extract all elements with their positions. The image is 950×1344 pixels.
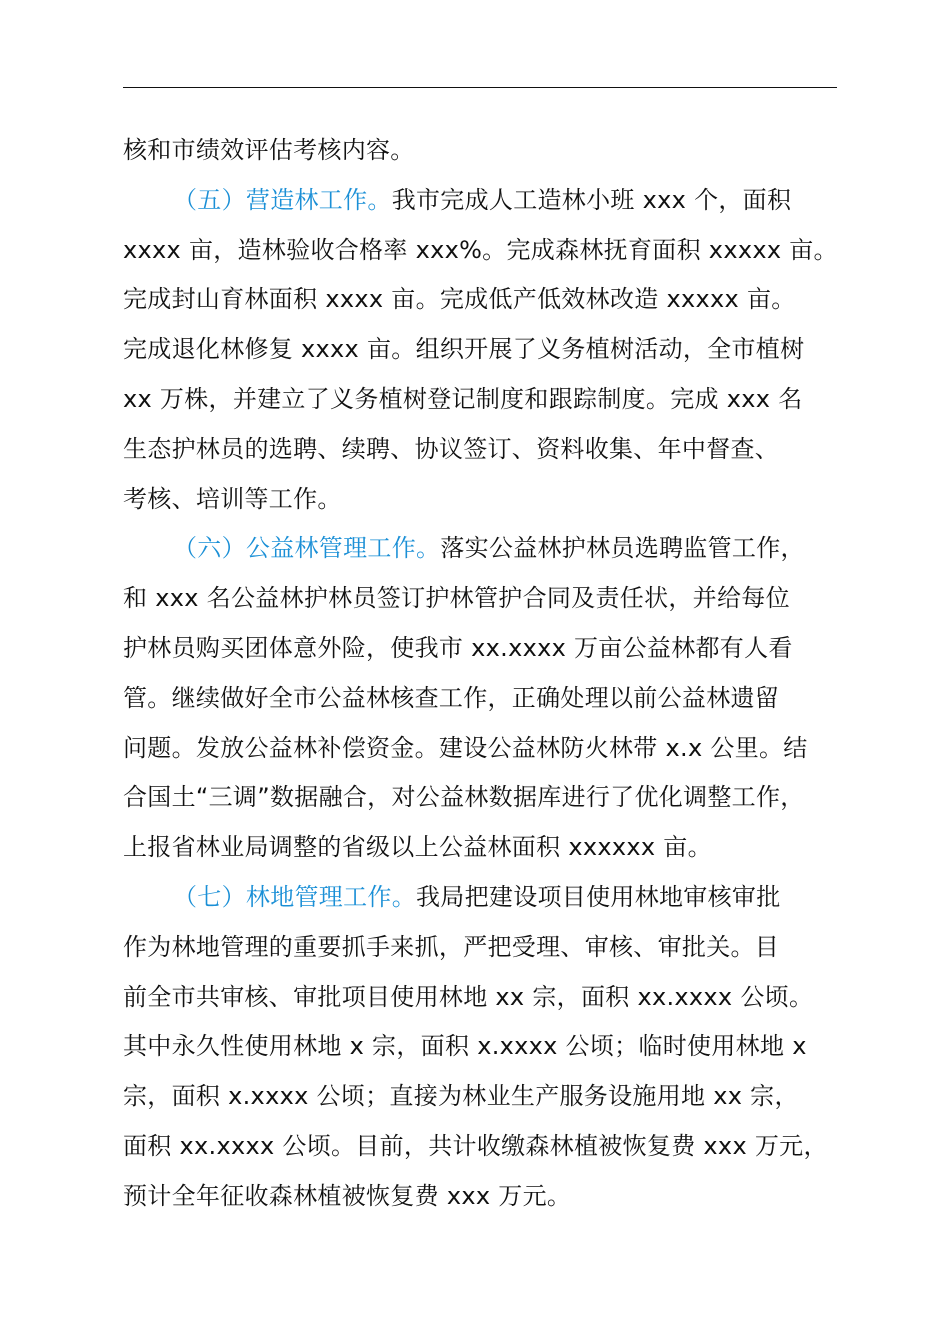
- paragraph-lead-text: 我市完成人工造林小班 xxx 个，面积: [391, 185, 792, 214]
- paragraph-lead-text: 我局把建设项目使用林地审核审批: [416, 882, 781, 911]
- paragraph-first-line: [123, 524, 853, 574]
- paragraph-forest-land: [123, 873, 853, 1222]
- document-body: [123, 126, 853, 1222]
- section-heading-5: （五）营造林工作。: [173, 185, 392, 214]
- text-line: 管。继续做好全市公益林核查工作，正确处理以前公益林遗留: [123, 683, 780, 712]
- paragraph-lead-text: 落实公益林护林员选聘监管工作，: [440, 534, 805, 563]
- text-line: 护林员购买团体意外险，使我市 xx.xxxx 万亩公益林都有人看: [123, 633, 793, 662]
- text-line: 核和市绩效评估考核内容。: [123, 136, 415, 164]
- text-line: 考核、培训等工作。: [123, 484, 342, 513]
- text-line: 前全市共审核、审批项目使用林地 xx 宗，面积 xx.xxxx 公顷。: [123, 982, 814, 1011]
- text-line: 问题。发放公益林补偿资金。建设公益林防火林带 x.x 公里。结: [123, 733, 808, 762]
- text-line: 和 xxx 名公益林护林员签订护林管护合同及责任状，并给每位: [123, 584, 790, 613]
- text-line: 作为林地管理的重要抓手来抓，严把受理、审核、审批关。目: [123, 932, 780, 961]
- text-line: 面积 xx.xxxx 公顷。目前，共计收缴森林植被恢复费 xxx 万元，: [123, 1131, 828, 1160]
- text-line: 预计全年征收森林植被恢复费 xxx 万元。: [123, 1181, 572, 1210]
- text-line: xx 万株，并建立了义务植树登记制度和跟踪制度。完成 xxx 名: [123, 384, 803, 413]
- text-line: 完成退化林修复 xxxx 亩。组织开展了义务植树活动，全市植树: [123, 335, 805, 364]
- text-line: 其中永久性使用林地 x 宗，面积 x.xxxx 公顷；临时使用林地 x: [123, 1032, 807, 1061]
- header-rule: [123, 87, 837, 88]
- text-line: 合国土“三调”数据融合，对公益林数据库进行了优化调整工作，: [123, 783, 805, 812]
- text-line: 完成封山育林面积 xxxx 亩。完成低产低效林改造 xxxxx 亩。: [123, 285, 796, 314]
- paragraph-public-forest: [123, 524, 853, 873]
- paragraph-first-line: [123, 873, 853, 923]
- text-line: 宗，面积 x.xxxx 公顷；直接为林业生产服务设施用地 xx 宗，: [123, 1082, 799, 1111]
- section-heading-6: （六）公益林管理工作。: [173, 534, 441, 563]
- text-line: xxxx 亩，造林验收合格率 xxx%。完成森林抚育面积 xxxxx 亩。: [123, 235, 838, 264]
- text-line: 生态护林员的选聘、续聘、协议签订、资料收集、年中督查、: [123, 434, 780, 463]
- paragraph-first-line: [123, 176, 853, 226]
- text-line: 上报省林业局调整的省级以上公益林面积 xxxxxx 亩。: [123, 833, 712, 862]
- section-heading-7: （七）林地管理工作。: [173, 882, 416, 911]
- paragraph-continuation: [123, 126, 853, 176]
- paragraph-afforestation: [123, 176, 853, 525]
